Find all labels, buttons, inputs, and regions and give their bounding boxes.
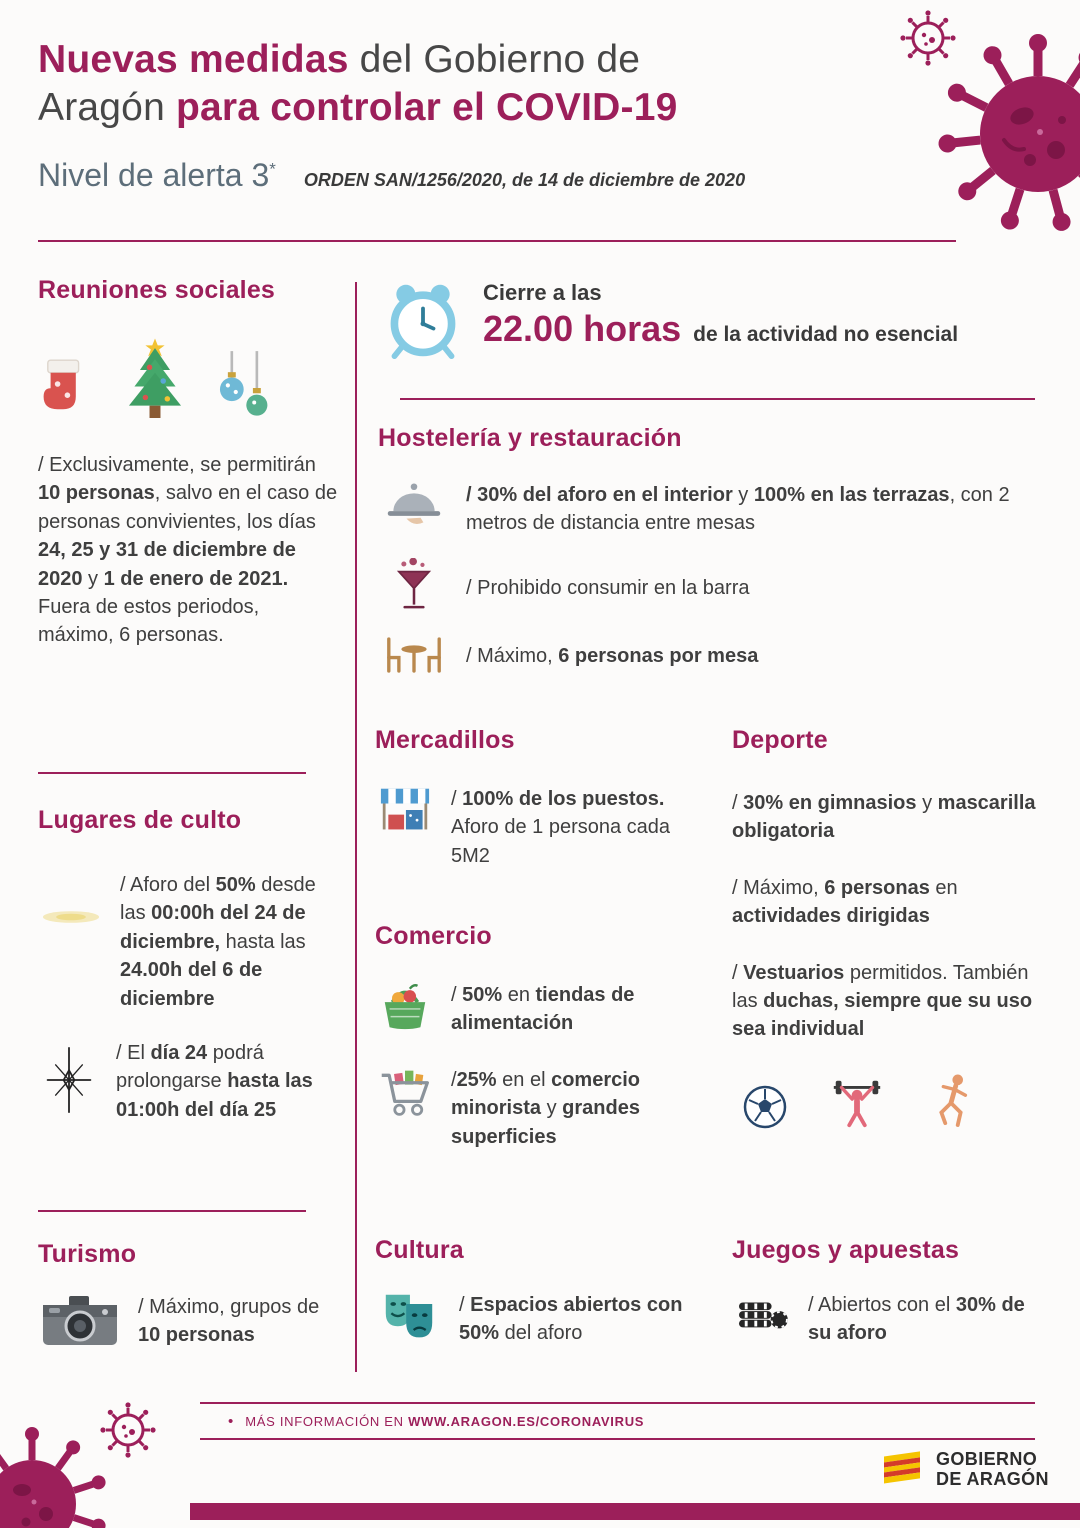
section-deporte <box>732 726 1044 1130</box>
section-juegos-apuestas <box>732 1236 1044 1348</box>
juegos-item-text: / Abiertos con el 30% de su aforo <box>808 1294 1025 1345</box>
shopping-cart-icon <box>376 1066 434 1120</box>
ornaments-icon <box>216 351 274 425</box>
small-virus-icon <box>900 10 955 65</box>
hosteleria-item-text: / Prohibido consumir en la barra <box>466 576 750 599</box>
coronavirus-icon <box>850 0 1080 272</box>
hosteleria-item <box>378 558 1038 614</box>
alert-level: Nivel de alerta 3* <box>38 156 276 193</box>
coronavirus-icon <box>0 1390 180 1528</box>
culto-item <box>38 871 340 1013</box>
comercio-item <box>375 981 700 1038</box>
sun-icon <box>38 905 104 929</box>
deporte-item-text: / Máximo, 6 personas en actividades dirigidas <box>732 876 958 928</box>
hosteleria-item-text: / 30% del aforo en el interior y 100% en las terrazas, con 2 metros de distancia entre mesas <box>466 484 1010 535</box>
culto-item-text: / Aforo del 50% desde las 00:00h del 24 de diciembre, hasta las 24.00h del 6 de diciembre <box>120 874 316 1010</box>
cloche-icon <box>384 481 444 530</box>
large-virus-icon <box>938 34 1080 233</box>
turismo-item <box>38 1293 348 1350</box>
mercadillos-item <box>375 785 700 870</box>
comercio-item-text: / 50% en tiendas de alimentación <box>451 984 635 1035</box>
weightlifter-icon <box>828 1072 886 1130</box>
section-cultura <box>375 1236 700 1348</box>
page-title <box>38 36 868 133</box>
closure-prefix: Cierre a las <box>483 280 602 305</box>
reuniones-text: / Exclusivamente, se permitirán 10 personas, salvo en el caso de personas convivientes, los días 24, 25 y 31 de diciembre de 2020 y 1 de enero de 2021. Fuera de estos periodos, máximo, 6 personas. <box>38 454 338 647</box>
closure-time: 22.00 horas <box>483 308 682 349</box>
alert-asterisk: * <box>269 159 276 179</box>
more-info-text: MÁS INFORMACIÓN EN WWW.ARAGON.ES/CORONAVIRUS <box>245 1413 645 1429</box>
logo-text <box>936 1449 1049 1489</box>
closure-block <box>383 280 1043 360</box>
info-bullet: • <box>228 1412 234 1430</box>
section-lugares-de-culto <box>38 806 340 1124</box>
theater-masks-icon <box>378 1291 440 1343</box>
hosteleria-item <box>378 634 1038 676</box>
header-divider <box>38 240 956 242</box>
header <box>38 36 868 194</box>
gobierno-aragon-logo <box>880 1448 1049 1490</box>
comercio-item-text: /25% en el comercio minorista y grandes superficies <box>451 1068 641 1148</box>
section-title-reuniones: Reuniones sociales <box>38 276 276 304</box>
cultura-item-text: / Espacios abiertos con 50% del aforo <box>459 1294 683 1345</box>
section-title-turismo: Turismo <box>38 1240 137 1268</box>
closure-text <box>483 280 958 350</box>
camera-icon <box>41 1293 119 1349</box>
market-stall-icon <box>377 785 433 835</box>
section-hosteleria <box>378 424 1038 696</box>
christmas-tree-icon <box>118 337 192 425</box>
title-line-2: Aragón para controlar el COVID-19 <box>38 86 678 130</box>
alert-row <box>38 157 868 194</box>
more-info-band <box>200 1402 1035 1440</box>
section-title-culto: Lugares de culto <box>38 806 242 834</box>
section-title-deporte: Deporte <box>732 726 828 754</box>
section-title-comercio: Comercio <box>375 922 492 950</box>
section-mercadillos <box>375 726 700 870</box>
food-basket-icon <box>377 981 433 1033</box>
section-title-juegos: Juegos y apuestas <box>732 1236 960 1264</box>
aragon-flag-icon <box>880 1448 926 1490</box>
christmas-stocking-icon <box>38 357 94 425</box>
juegos-item <box>732 1291 1044 1348</box>
section-reuniones-sociales <box>38 276 338 650</box>
bottom-accent-bar <box>190 1503 1080 1520</box>
closure-suffix: de la actividad no esencial <box>693 323 959 346</box>
sports-icons-row <box>732 1072 1044 1130</box>
culto-item <box>38 1039 340 1124</box>
comercio-item <box>375 1066 700 1151</box>
section-title-hosteleria: Hostelería y restauración <box>378 424 682 452</box>
section-turismo <box>38 1240 348 1350</box>
star-icon <box>44 1045 94 1115</box>
title-line-1: Nuevas medidas del Gobierno de <box>38 38 641 81</box>
table-icon <box>382 634 446 676</box>
deporte-item-text: / 30% en gimnasios y mascarilla obligatoria <box>732 792 1036 843</box>
small-virus-icon <box>100 1402 155 1457</box>
large-virus-icon <box>0 1427 107 1528</box>
hosteleria-item-text: / Máximo, 6 personas por mesa <box>466 644 759 667</box>
poker-chips-icon <box>735 1291 789 1337</box>
alarm-clock-icon <box>383 280 463 360</box>
culto-item-text: / El día 24 podrá prolongarse hasta las 01:00h del día 25 <box>116 1041 313 1121</box>
section-title-mercadillos: Mercadillos <box>375 726 515 754</box>
mercadillos-item-text: / 100% de los puestos. Aforo de 1 persona cada 5M2 <box>451 788 671 867</box>
christmas-icons-row <box>38 327 338 425</box>
closure-divider <box>400 398 1035 400</box>
turismo-item-text: / Máximo, grupos de 10 personas <box>138 1296 320 1347</box>
hosteleria-item <box>378 481 1038 538</box>
runner-icon <box>926 1072 976 1130</box>
deporte-item-text: / Vestuarios permitidos. También las duchas, siempre que su uso sea individual <box>732 961 1033 1041</box>
column-divider <box>355 282 357 1372</box>
section-comercio <box>375 922 700 1151</box>
cocktail-icon <box>392 558 436 614</box>
soccer-ball-icon <box>742 1084 788 1130</box>
logo-line-2: DE ARAGÓN <box>936 1469 1049 1489</box>
section-title-cultura: Cultura <box>375 1236 464 1264</box>
logo-line-1: GOBIERNO <box>936 1448 1038 1469</box>
left-divider-2 <box>38 1210 306 1212</box>
order-reference: ORDEN SAN/1256/2020, de 14 de diciembre de 2020 <box>303 169 746 190</box>
left-divider-1 <box>38 772 306 774</box>
cultura-item <box>375 1291 700 1348</box>
